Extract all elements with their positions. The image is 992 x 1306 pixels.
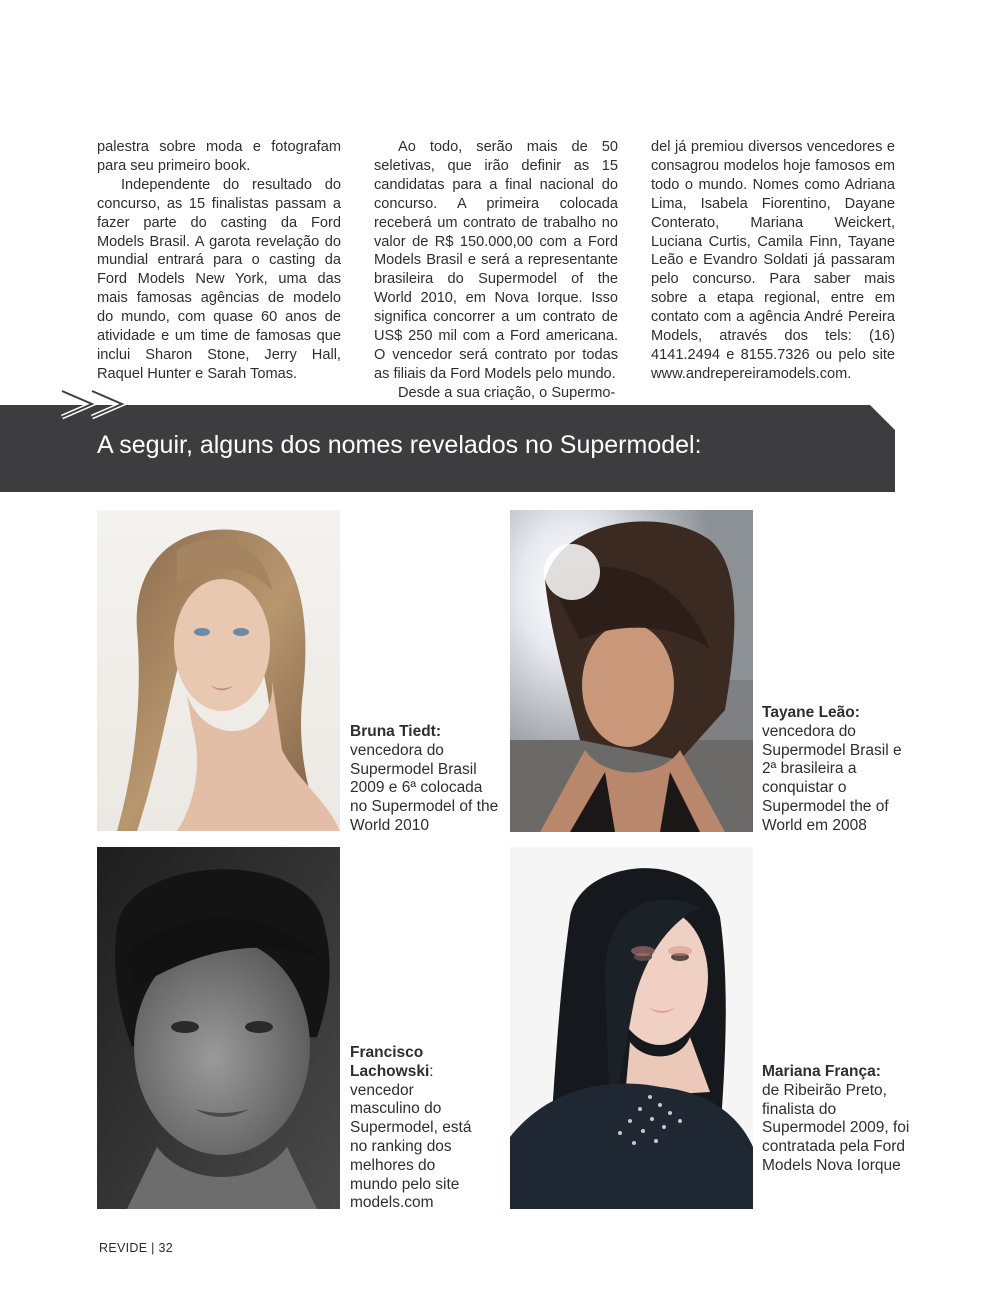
caption-name: Mariana França: <box>762 1063 881 1080</box>
caption-description: vencedora do Supermodel Brasil 2009 e 6ª colocada no Supermodel of the World 2010 <box>350 741 499 834</box>
paragraph: Desde a sua criação, o Supermo- <box>398 384 616 401</box>
caption-description: vencedor masculino do Supermodel, está no ranking dos melhores do mundo pelo site models.com <box>350 1081 472 1212</box>
caption-tayane <box>762 704 912 836</box>
model-photo-bruna <box>97 510 340 831</box>
article-column-3 <box>651 138 895 384</box>
magazine-name: REVIDE <box>99 1241 148 1255</box>
banner-title: A seguir, alguns dos nomes revelados no Supermodel: <box>97 431 702 459</box>
model-photo-tayane <box>510 510 753 832</box>
page-number: 32 <box>158 1241 173 1255</box>
model-photo-francisco <box>97 847 340 1209</box>
caption-name-suffix: : <box>429 1062 434 1080</box>
paragraph: Independente do resultado do concurso, as 15 finalistas passam a fazer parte do casting da Ford Models Brasil. A garota revelação do mundial entrará para o casting da Ford Models New York, uma das mais famosas agências de modelo do mundo, com quase 60 anos de atividade e um time de famosas que inclui Sharon Stone, Jerry Hall, Raquel Hunter e Sarah Tomas. <box>97 176 341 382</box>
caption-name: Francisco Lachowski <box>350 1044 430 1080</box>
caption-description: de Ribeirão Preto, finalista do Supermodel 2009, foi contratada pela Ford Models Nova Iorque <box>762 1081 910 1174</box>
caption-name: Bruna Tiedt: <box>350 723 441 740</box>
paragraph: palestra sobre moda e fotografam para seu primeiro book. <box>97 139 341 174</box>
model-photo-mariana <box>510 847 753 1209</box>
article-column-1 <box>97 138 341 384</box>
footer-separator: | <box>151 1241 155 1255</box>
article-column-2 <box>374 138 618 403</box>
paragraph: del já premiou diversos vencedores e consagrou modelos hoje famosos em todo o mundo. Nomes como Adriana Lima, Isabela Fiorentino, Dayane Conterato, Mariana Weickert, Luciana Curtis, Camila Finn, Tayane Leão e Evandro Soldati já passaram pelo concurso. Para saber mais sobre a etapa regional, entre em contato com a agência André Pereira Models, através dos tels: (16) 4141.2494 e 8155.7326 ou pelo site www.andrepereiramodels.com. <box>651 139 895 382</box>
caption-mariana <box>762 1063 912 1176</box>
caption-bruna <box>350 723 500 836</box>
caption-name: Tayane Leão: <box>762 704 860 721</box>
double-chevron-icon <box>58 385 130 425</box>
caption-description: vencedora do Supermodel Brasil e 2ª brasileira a conquistar o Supermodel the of World em 2008 <box>762 722 902 834</box>
caption-francisco <box>350 1044 475 1213</box>
paragraph: Ao todo, serão mais de 50 seletivas, que irão definir as 15 candidatas para a final nacional do concurso. A primeira colocada receberá um contrato de trabalho no valor de R$ 150.000,00 com a Ford Models Brasil e será a representante brasileira do Supermodel of the World 2010, em Nova Iorque. Isso significa concorrer a um contrato de US$ 250 mil com a Ford americana. O vencedor será contrato por todas as filiais da Ford Models pelo mundo. <box>374 139 618 382</box>
page-footer <box>99 1241 173 1255</box>
